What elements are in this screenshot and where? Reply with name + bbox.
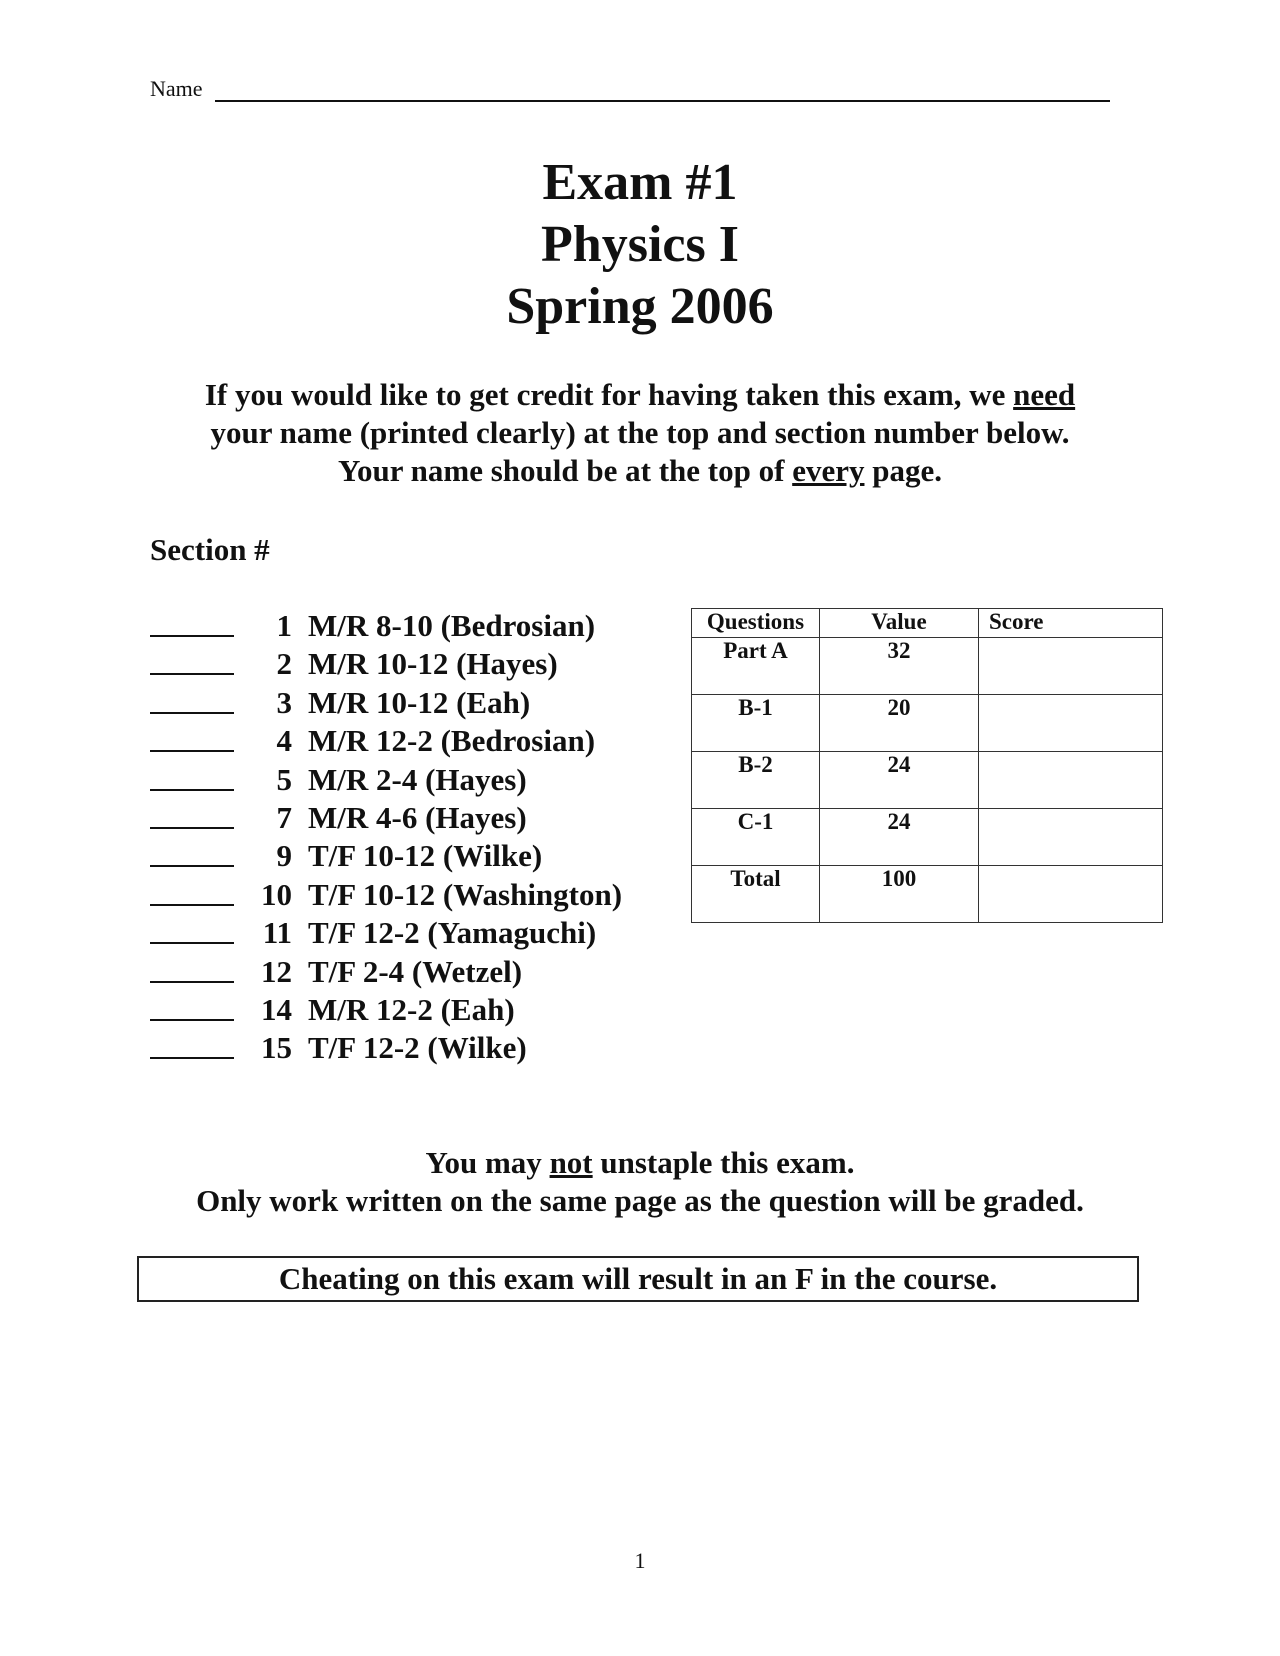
instructions bbox=[140, 376, 1140, 490]
section-blank[interactable] bbox=[150, 607, 234, 637]
notice-emphasis-not: not bbox=[549, 1145, 593, 1180]
section-number: 5 bbox=[276, 761, 292, 797]
section-label: Section # bbox=[150, 532, 270, 567]
section-row bbox=[150, 914, 622, 952]
name-label: Name bbox=[150, 76, 203, 101]
header-questions: Questions bbox=[692, 609, 820, 638]
score-cell[interactable] bbox=[979, 638, 1163, 695]
exam-title-line-2: Physics I bbox=[541, 216, 739, 273]
section-description: T/F 12-2 (Wilke) bbox=[308, 1030, 527, 1066]
exam-title-line-3: Spring 2006 bbox=[506, 278, 774, 335]
table-row bbox=[692, 695, 1163, 752]
section-number: 3 bbox=[276, 684, 292, 720]
instructions-text-4: page. bbox=[864, 453, 942, 488]
table-row bbox=[692, 638, 1163, 695]
section-row bbox=[150, 837, 622, 875]
section-description: M/R 10-12 (Eah) bbox=[308, 684, 531, 720]
table-row bbox=[692, 752, 1163, 809]
section-list bbox=[150, 607, 622, 1068]
question-cell: C-1 bbox=[692, 809, 820, 866]
section-number: 1 bbox=[276, 608, 292, 643]
instructions-text-1: If you would like to get credit for having taken this exam, we bbox=[204, 377, 1014, 412]
instructions-line-2: your name (printed clearly) at the top and section number below. bbox=[210, 415, 1070, 450]
section-description: T/F 10-12 (Wilke) bbox=[308, 838, 543, 874]
section-description: T/F 10-12 (Washington) bbox=[308, 876, 623, 912]
page-number: 1 bbox=[634, 1548, 646, 1573]
section-description: T/F 12-2 (Yamaguchi) bbox=[308, 915, 597, 951]
value-cell: 24 bbox=[820, 809, 979, 866]
section-blank[interactable] bbox=[150, 1029, 234, 1059]
question-cell: B-2 bbox=[692, 752, 820, 809]
section-number: 4 bbox=[276, 723, 292, 759]
section-description: M/R 4-6 (Hayes) bbox=[308, 800, 527, 836]
exam-title-line-1: Exam #1 bbox=[542, 154, 738, 211]
section-blank[interactable] bbox=[150, 876, 234, 906]
table-row bbox=[692, 866, 1163, 923]
section-row bbox=[150, 876, 622, 914]
score-cell[interactable] bbox=[979, 809, 1163, 866]
exam-title bbox=[0, 152, 1280, 338]
section-number: 2 bbox=[276, 646, 292, 682]
section-row bbox=[150, 991, 622, 1029]
question-cell: Part A bbox=[692, 638, 820, 695]
name-field-row bbox=[150, 76, 1110, 102]
section-description: M/R 10-12 (Hayes) bbox=[308, 646, 558, 682]
instructions-emphasis-need: need bbox=[1013, 377, 1076, 412]
instructions-text-3: Your name should be at the top of bbox=[338, 453, 793, 488]
value-cell: 100 bbox=[820, 866, 979, 923]
section-blank[interactable] bbox=[150, 722, 234, 752]
cheating-warning-box: Cheating on this exam will result in an F in the course. bbox=[137, 1256, 1139, 1302]
section-blank[interactable] bbox=[150, 953, 234, 983]
score-table bbox=[691, 608, 1163, 923]
score-table-header-row bbox=[692, 609, 1163, 638]
section-row bbox=[150, 722, 622, 760]
instructions-line-1 bbox=[140, 376, 1140, 414]
table-row bbox=[692, 809, 1163, 866]
question-cell: Total bbox=[692, 866, 820, 923]
section-number: 9 bbox=[276, 838, 292, 874]
section-row bbox=[150, 761, 622, 799]
section-description: T/F 2-4 (Wetzel) bbox=[308, 953, 523, 989]
section-number: 14 bbox=[261, 992, 292, 1028]
notice bbox=[0, 1144, 1280, 1220]
instructions-line-3 bbox=[140, 452, 1140, 490]
notice-text-2: unstaple this exam. bbox=[592, 1145, 855, 1180]
value-cell: 24 bbox=[820, 752, 979, 809]
notice-line-1 bbox=[0, 1144, 1280, 1182]
section-blank[interactable] bbox=[150, 645, 234, 675]
section-description: M/R 12-2 (Eah) bbox=[308, 992, 515, 1028]
section-row bbox=[150, 1029, 622, 1067]
score-cell[interactable] bbox=[979, 695, 1163, 752]
name-blank-line[interactable] bbox=[215, 82, 1110, 102]
header-score: Score bbox=[979, 609, 1163, 638]
section-description: M/R 12-2 (Bedrosian) bbox=[308, 723, 596, 759]
section-blank[interactable] bbox=[150, 837, 234, 867]
section-blank[interactable] bbox=[150, 799, 234, 829]
section-row bbox=[150, 799, 622, 837]
section-row bbox=[150, 953, 622, 991]
section-blank[interactable] bbox=[150, 914, 234, 944]
instructions-emphasis-every: every bbox=[792, 453, 865, 488]
section-row bbox=[150, 645, 622, 683]
section-blank[interactable] bbox=[150, 761, 234, 791]
section-row bbox=[150, 607, 622, 645]
value-cell: 32 bbox=[820, 638, 979, 695]
section-number: 12 bbox=[261, 953, 292, 989]
section-blank[interactable] bbox=[150, 684, 234, 714]
section-number: 7 bbox=[276, 800, 292, 836]
section-number: 10 bbox=[261, 876, 292, 912]
section-number: 15 bbox=[261, 1030, 292, 1066]
notice-text-1: You may bbox=[425, 1145, 550, 1180]
section-number: 11 bbox=[262, 915, 292, 951]
header-value: Value bbox=[820, 609, 979, 638]
value-cell: 20 bbox=[820, 695, 979, 752]
score-cell[interactable] bbox=[979, 866, 1163, 923]
question-cell: B-1 bbox=[692, 695, 820, 752]
section-row bbox=[150, 684, 622, 722]
score-cell[interactable] bbox=[979, 752, 1163, 809]
section-description: M/R 8-10 (Bedrosian) bbox=[308, 608, 596, 643]
notice-line-2: Only work written on the same page as the question will be graded. bbox=[196, 1183, 1084, 1218]
section-description: M/R 2-4 (Hayes) bbox=[308, 761, 527, 797]
section-blank[interactable] bbox=[150, 991, 234, 1021]
